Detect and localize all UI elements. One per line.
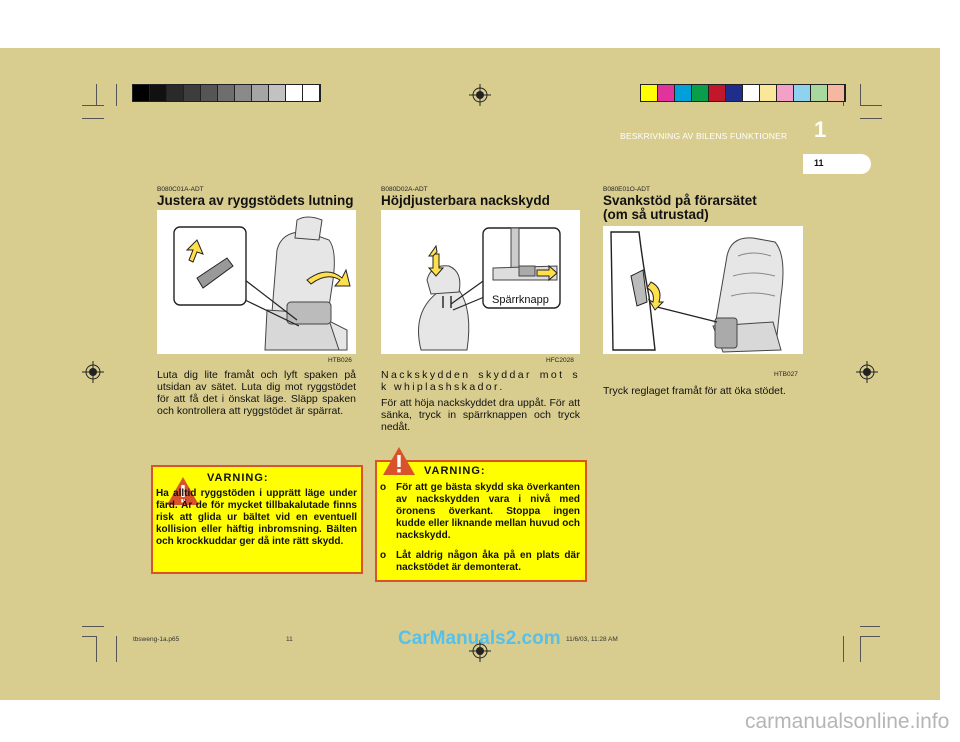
registration-mark-icon (82, 361, 104, 383)
section-code: B080E01O-ADT (603, 186, 650, 193)
crop-mark (116, 636, 117, 662)
section-code: B080D02A-ADT (381, 186, 428, 193)
footer-filename: tbsweng-1a.p65 (133, 636, 180, 643)
color-swatch (794, 85, 811, 101)
figure-code: HFC2028 (546, 357, 574, 364)
body-text: Tryck reglaget framåt för att öka stödet. (603, 385, 786, 397)
section-heading: Svankstöd på förarsätet (603, 193, 757, 208)
color-swatch (150, 85, 167, 101)
crop-mark (860, 636, 880, 637)
body-text: För att höja nackskyddet dra uppåt. För att sänka, tryck in spärrknappen och tryck nedåt. (381, 397, 580, 433)
crop-mark (843, 636, 844, 662)
color-swatch (709, 85, 726, 101)
color-swatch (218, 85, 235, 101)
figure-code: HTB027 (774, 371, 798, 378)
color-swatch (828, 85, 845, 101)
warning-title: VARNING: (424, 465, 486, 477)
grayscale-calibration-bar (132, 84, 321, 102)
color-swatch (133, 85, 150, 101)
figure-label: Spärrknapp (492, 294, 549, 306)
crop-mark (860, 105, 882, 106)
section-heading: Justera av ryggstödets lutning (157, 193, 354, 208)
color-swatch (692, 85, 709, 101)
crop-mark (860, 118, 882, 119)
footer-page: 11 (286, 636, 293, 643)
lumbar-support-figure (603, 226, 803, 354)
color-swatch (726, 85, 743, 101)
section-title: BESKRIVNING AV BILENS FUNKTIONER (620, 131, 788, 141)
color-swatch (252, 85, 269, 101)
warning-bullet: o (380, 482, 387, 493)
crop-mark (82, 118, 104, 119)
color-swatch (675, 85, 692, 101)
warning-bullet: o (380, 550, 387, 561)
crop-mark (116, 84, 117, 106)
color-swatch (303, 85, 320, 101)
color-calibration-bar (640, 84, 846, 102)
warning-title: VARNING: (207, 472, 269, 484)
section-heading: (om så utrustad) (603, 207, 709, 222)
body-text: Luta dig lite framåt och lyft spaken på utsidan av sätet. Luta dig mot ryggstödet för att få det i önskat läge. Släpp spaken och kontrollera att ryggstödet är spärrat. (157, 369, 356, 417)
crop-mark (96, 84, 97, 106)
crop-mark (82, 105, 104, 106)
footer-datetime: 11/6/03, 11:28 AM (566, 636, 618, 643)
color-swatch (167, 85, 184, 101)
color-swatch (641, 85, 658, 101)
color-swatch (269, 85, 286, 101)
section-code: B080C01A-ADT (157, 186, 204, 193)
body-text: Nackskydden skyddar mot s k whiplashskador. (381, 369, 580, 393)
section-heading: Höjdjusterbara nackskydd (381, 193, 550, 208)
crop-mark (860, 636, 861, 662)
figure-code: HTB026 (328, 357, 352, 364)
warning-text: För att ge bästa skydd ska överkanten av nackskydden vara i nivå med öronens överkant. Stoppa ingen kudde eller liknande mellan huvud och nackskydd. (396, 482, 580, 541)
registration-mark-icon (469, 84, 491, 106)
bottom-watermark: carmanualsonline.info (745, 710, 950, 733)
crop-mark (96, 636, 97, 662)
color-swatch (658, 85, 675, 101)
color-swatch (811, 85, 828, 101)
warning-triangle-icon (382, 446, 416, 476)
color-swatch (777, 85, 794, 101)
warning-text: Ha alltid ryggstöden i upprätt läge under färd. Är de för mycket tillbakalutade finns risk att glida ur bältet vid en eventuell kollision eller häftig inbromsning. Bälten och krockkuddar ger då inte rätt skydd. (156, 488, 357, 547)
watermark-logo: CarManuals2.com (398, 628, 561, 649)
page-number: 11 (814, 158, 824, 168)
crop-mark (82, 626, 104, 627)
color-swatch (184, 85, 201, 101)
crop-mark (860, 626, 880, 627)
color-swatch (201, 85, 218, 101)
registration-mark-icon (856, 361, 878, 383)
color-swatch (235, 85, 252, 101)
color-swatch (286, 85, 303, 101)
warning-text: Låt aldrig någon åka på en plats där nackstödet är demonterat. (396, 550, 580, 573)
chapter-number: 1 (814, 117, 827, 142)
crop-mark (860, 84, 861, 106)
color-swatch (743, 85, 760, 101)
color-swatch (760, 85, 777, 101)
headrest-figure (381, 210, 580, 354)
crop-mark (82, 636, 97, 637)
seat-recline-figure (157, 210, 356, 354)
